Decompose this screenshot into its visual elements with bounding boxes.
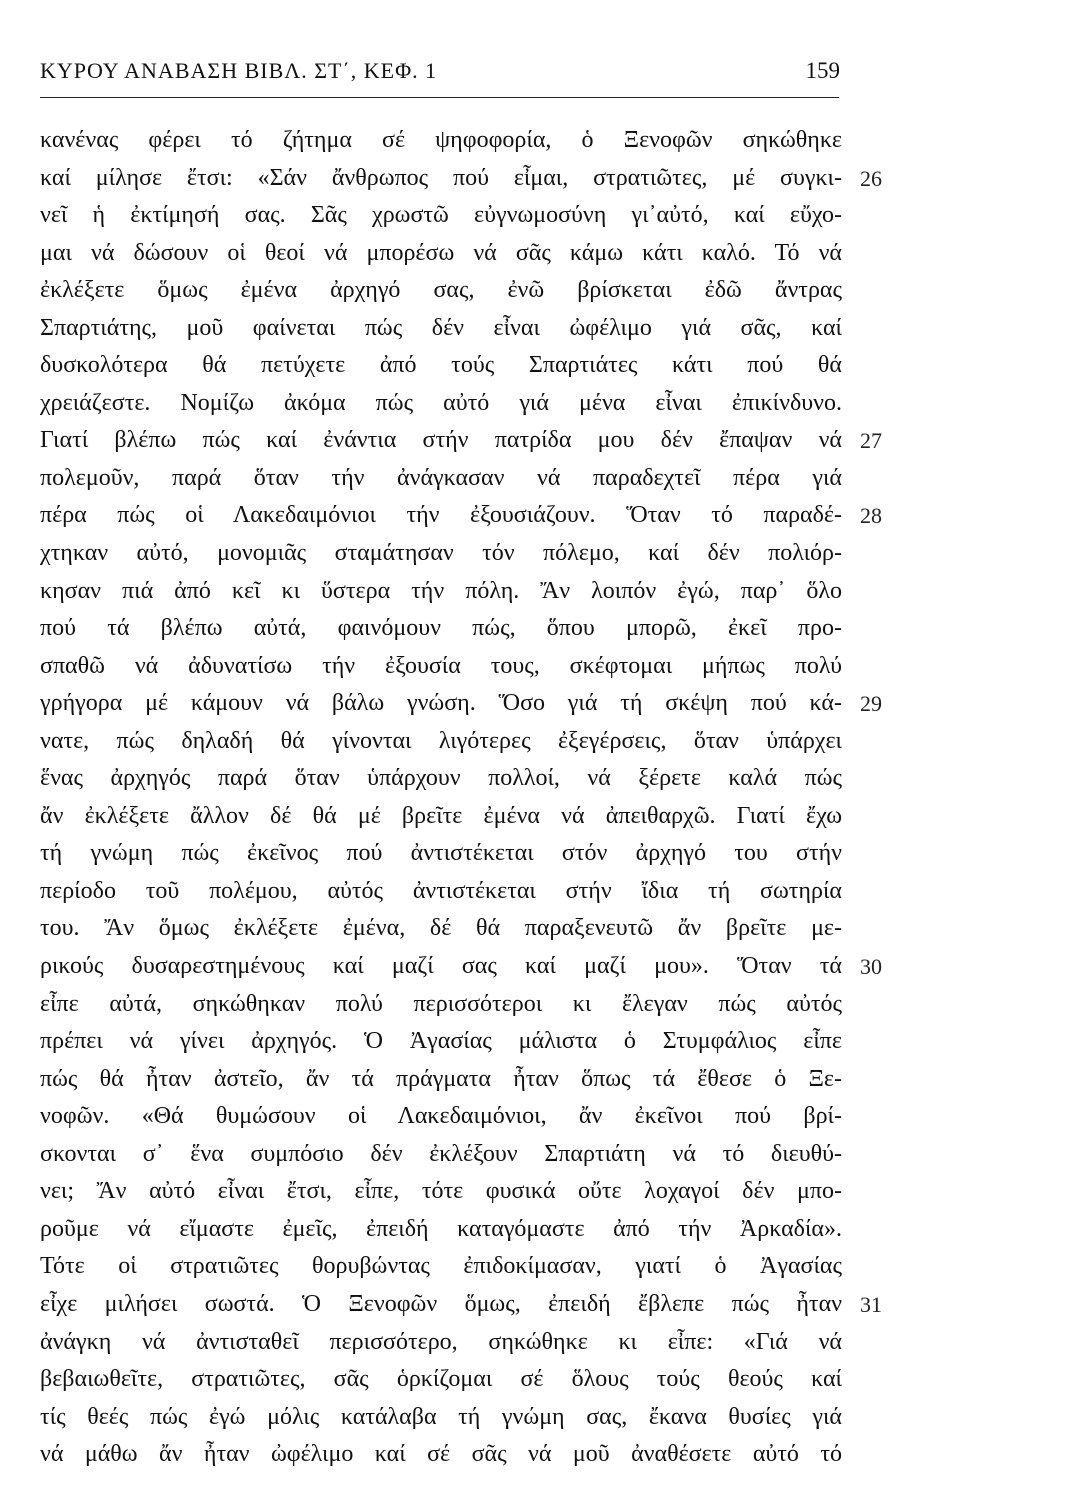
line-text: δυσκολότερα θά πετύχετε ἀπό τούς Σπαρτιάτες κάτι πού θά bbox=[40, 352, 842, 379]
line-text: εἶπε αὐτά, σηκώθηκαν πολύ περισσότεροι κι ἔλεγαν πώς αὐτός bbox=[40, 990, 842, 1017]
text-line bbox=[40, 197, 842, 235]
text-line bbox=[40, 272, 842, 310]
section-number: 27 bbox=[860, 428, 882, 454]
line-text: Σπαρτιάτης, μοῦ φαίνεται πώς δέν εἶναι ὠφέλιμο γιά σᾶς, καί bbox=[40, 314, 842, 341]
line-text: ἕνας ἀρχηγός παρά ὅταν ὑπάρχουν πολλοί, νά ξέρετε καλά πώς bbox=[40, 765, 842, 792]
line-text: Γιατί βλέπω πώς καί ἐνάντια στήν πατρίδα μου δέν ἔπαψαν νά bbox=[40, 427, 842, 454]
line-text: πρέπει νά γίνει ἀρχηγός. Ὁ Ἀγασίας μάλιστα ὁ Στυμφάλιος εἶπε bbox=[40, 1028, 842, 1055]
text-line bbox=[40, 1173, 842, 1211]
line-text: σπαθῶ νά ἀδυνατίσω τήν ἐξουσία τους, σκέφτομαι μήπως πολύ bbox=[40, 652, 842, 679]
body-text bbox=[40, 122, 882, 1474]
text-line bbox=[40, 573, 842, 611]
line-text: τή γνώμη πώς ἐκεῖνος πού ἀντιστέκεται στόν ἀρχηγό του στήν bbox=[40, 840, 842, 867]
line-text: χρειάζεστε. Νομίζω ἀκόμα πώς αὐτό γιά μένα εἶναι ἐπικίνδυνο. bbox=[40, 389, 842, 416]
section-number: 31 bbox=[860, 1291, 882, 1317]
text-line bbox=[40, 873, 842, 911]
text-line bbox=[40, 235, 842, 273]
text-line bbox=[40, 1023, 842, 1061]
line-text: Τότε οἱ στρατιῶτες θορυβώντας ἐπιδοκίμασαν, γιατί ὁ Ἀγασίας bbox=[40, 1253, 842, 1280]
text-line bbox=[40, 160, 882, 198]
line-text: χτηκαν αὐτό, μονομιᾶς σταμάτησαν τόν πόλεμο, καί δέν πολιόρ- bbox=[40, 540, 842, 567]
line-text: πολεμοῦν, παρά ὅταν τήν ἀνάγκασαν νά παραδεχτεῖ πέρα γιά bbox=[40, 464, 842, 491]
line-text: νά μάθω ἄν ἦταν ὠφέλιμο καί σέ σᾶς νά μοῦ ἀναθέσετε αὐτό τό bbox=[40, 1441, 842, 1468]
text-line bbox=[40, 422, 882, 460]
line-text: ρικούς δυσαρεστημένους καί μαζί σας καί μαζί μου». Ὅταν τά bbox=[40, 953, 842, 980]
text-line bbox=[40, 1324, 842, 1362]
text-line bbox=[40, 723, 842, 761]
page-number: 159 bbox=[805, 58, 840, 83]
text-line bbox=[40, 1361, 842, 1399]
text-line bbox=[40, 1136, 842, 1174]
section-number: 29 bbox=[860, 691, 882, 717]
text-line bbox=[40, 910, 842, 948]
text-line bbox=[40, 685, 882, 723]
line-text: ἐκλέξετε ὅμως ἐμένα ἀρχηγό σας, ἐνῶ βρίσκεται ἐδῶ ἄντρας bbox=[40, 277, 842, 304]
line-text: σκονται σ᾽ ἕνα συμπόσιο δέν ἐκλέξουν Σπαρτιάτη νά τό διευθύ- bbox=[40, 1140, 842, 1167]
line-text: καί μίλησε ἔτσι: «Σάν ἄνθρωπος πού εἶμαι, στρατιῶτες, μέ συγκι- bbox=[40, 164, 842, 191]
line-text: ἀνάγκη νά ἀντισταθεῖ περισσότερο, σηκώθηκε κι εἶπε: «Γιά νά bbox=[40, 1328, 842, 1355]
line-text: ροῦμε νά εἴμαστε ἐμεῖς, ἐπειδή καταγόμαστε ἀπό τήν Ἀρκαδία». bbox=[40, 1215, 842, 1242]
line-text: βεβαιωθεῖτε, στρατιῶτες, σᾶς ὁρκίζομαι σέ ὅλους τούς θεούς καί bbox=[40, 1366, 842, 1393]
line-text: πέρα πώς οἱ Λακεδαιμόνιοι τήν ἐξουσιάζουν. Ὅταν τό παραδέ- bbox=[40, 502, 842, 529]
page-header bbox=[40, 58, 840, 92]
text-line bbox=[40, 460, 842, 498]
text-line bbox=[40, 948, 882, 986]
line-text: του. Ἄν ὅμως ἐκλέξετε ἐμένα, δέ θά παραξενευτῶ ἄν βρεῖτε με- bbox=[40, 915, 842, 942]
section-number: 30 bbox=[860, 954, 882, 980]
text-line bbox=[40, 986, 842, 1024]
text-line bbox=[40, 648, 842, 686]
text-line bbox=[40, 310, 842, 348]
text-line bbox=[40, 1436, 842, 1474]
text-line bbox=[40, 610, 842, 648]
line-text: κανένας φέρει τό ζήτημα σέ ψηφοφορία, ὁ Ξενοφῶν σηκώθηκε bbox=[40, 127, 842, 153]
text-line bbox=[40, 760, 842, 798]
line-text: κησαν πιά ἀπό κεῖ κι ὕστερα τήν πόλη. Ἄν λοιπόν ἐγώ, παρ᾽ ὅλο bbox=[40, 577, 842, 604]
line-text: γρήγορα μέ κάμουν νά βάλω γνώση. Ὅσο γιά τή σκέψη πού κά- bbox=[40, 690, 842, 717]
text-line bbox=[40, 1399, 842, 1437]
line-text: μαι νά δώσουν οἱ θεοί νά μπορέσω νά σᾶς κάμω κάτι καλό. Τό νά bbox=[40, 239, 842, 266]
text-line bbox=[40, 1098, 842, 1136]
text-line bbox=[40, 1286, 882, 1324]
text-line bbox=[40, 122, 842, 160]
text-line bbox=[40, 798, 842, 836]
line-text: εἶχε μιλήσει σωστά. Ὁ Ξενοφῶν ὅμως, ἐπειδή ἔβλεπε πώς ἦταν bbox=[40, 1290, 842, 1317]
running-head: ΚΥΡΟΥ ΑΝΑΒΑΣΗ ΒΙΒΛ. ΣΤ΄, ΚΕΦ. 1 bbox=[40, 58, 438, 83]
line-text: νεῖ ἡ ἐκτίμησή σας. Σᾶς χρωστῶ εὐγνωμοσύνη γι᾽αὐτό, καί εὔχο- bbox=[40, 202, 842, 229]
text-line bbox=[40, 347, 842, 385]
section-number: 28 bbox=[860, 503, 882, 529]
line-text: τίς θεές πώς ἐγώ μόλις κατάλαβα τή γνώμη σας, ἔκανα θυσίες γιά bbox=[40, 1403, 842, 1430]
header-rule bbox=[40, 97, 839, 98]
line-text: περίοδο τοῦ πολέμου, αὐτός ἀντιστέκεται στήν ἴδια τή σωτηρία bbox=[40, 877, 842, 904]
line-text: πώς θά ἦταν ἀστεῖο, ἄν τά πράγματα ἦταν ὅπως τά ἔθεσε ὁ Ξε- bbox=[40, 1065, 842, 1092]
line-text: πού τά βλέπω αὐτά, φαινόμουν πώς, ὅπου μπορῶ, ἐκεῖ προ- bbox=[40, 615, 842, 642]
section-number: 26 bbox=[860, 165, 882, 191]
line-text: νατε, πώς δηλαδή θά γίνονται λιγότερες ἐξεγέρσεις, ὅταν ὑπάρχει bbox=[40, 727, 842, 754]
line-text: νει; Ἄν αὐτό εἶναι ἔτσι, εἶπε, τότε φυσικά οὔτε λοχαγοί δέν μπο- bbox=[40, 1178, 842, 1205]
text-line bbox=[40, 535, 842, 573]
text-line bbox=[40, 497, 882, 535]
text-line bbox=[40, 1211, 842, 1249]
text-line bbox=[40, 1061, 842, 1099]
line-text: ἄν ἐκλέξετε ἄλλον δέ θά μέ βρεῖτε ἐμένα νά ἀπειθαρχῶ. Γιατί ἔχω bbox=[40, 802, 842, 829]
text-line bbox=[40, 835, 842, 873]
line-text: νοφῶν. «Θά θυμώσουν οἱ Λακεδαιμόνιοι, ἄν ἐκεῖνοι πού βρί- bbox=[40, 1103, 842, 1130]
text-line bbox=[40, 385, 842, 423]
text-line bbox=[40, 1248, 842, 1286]
